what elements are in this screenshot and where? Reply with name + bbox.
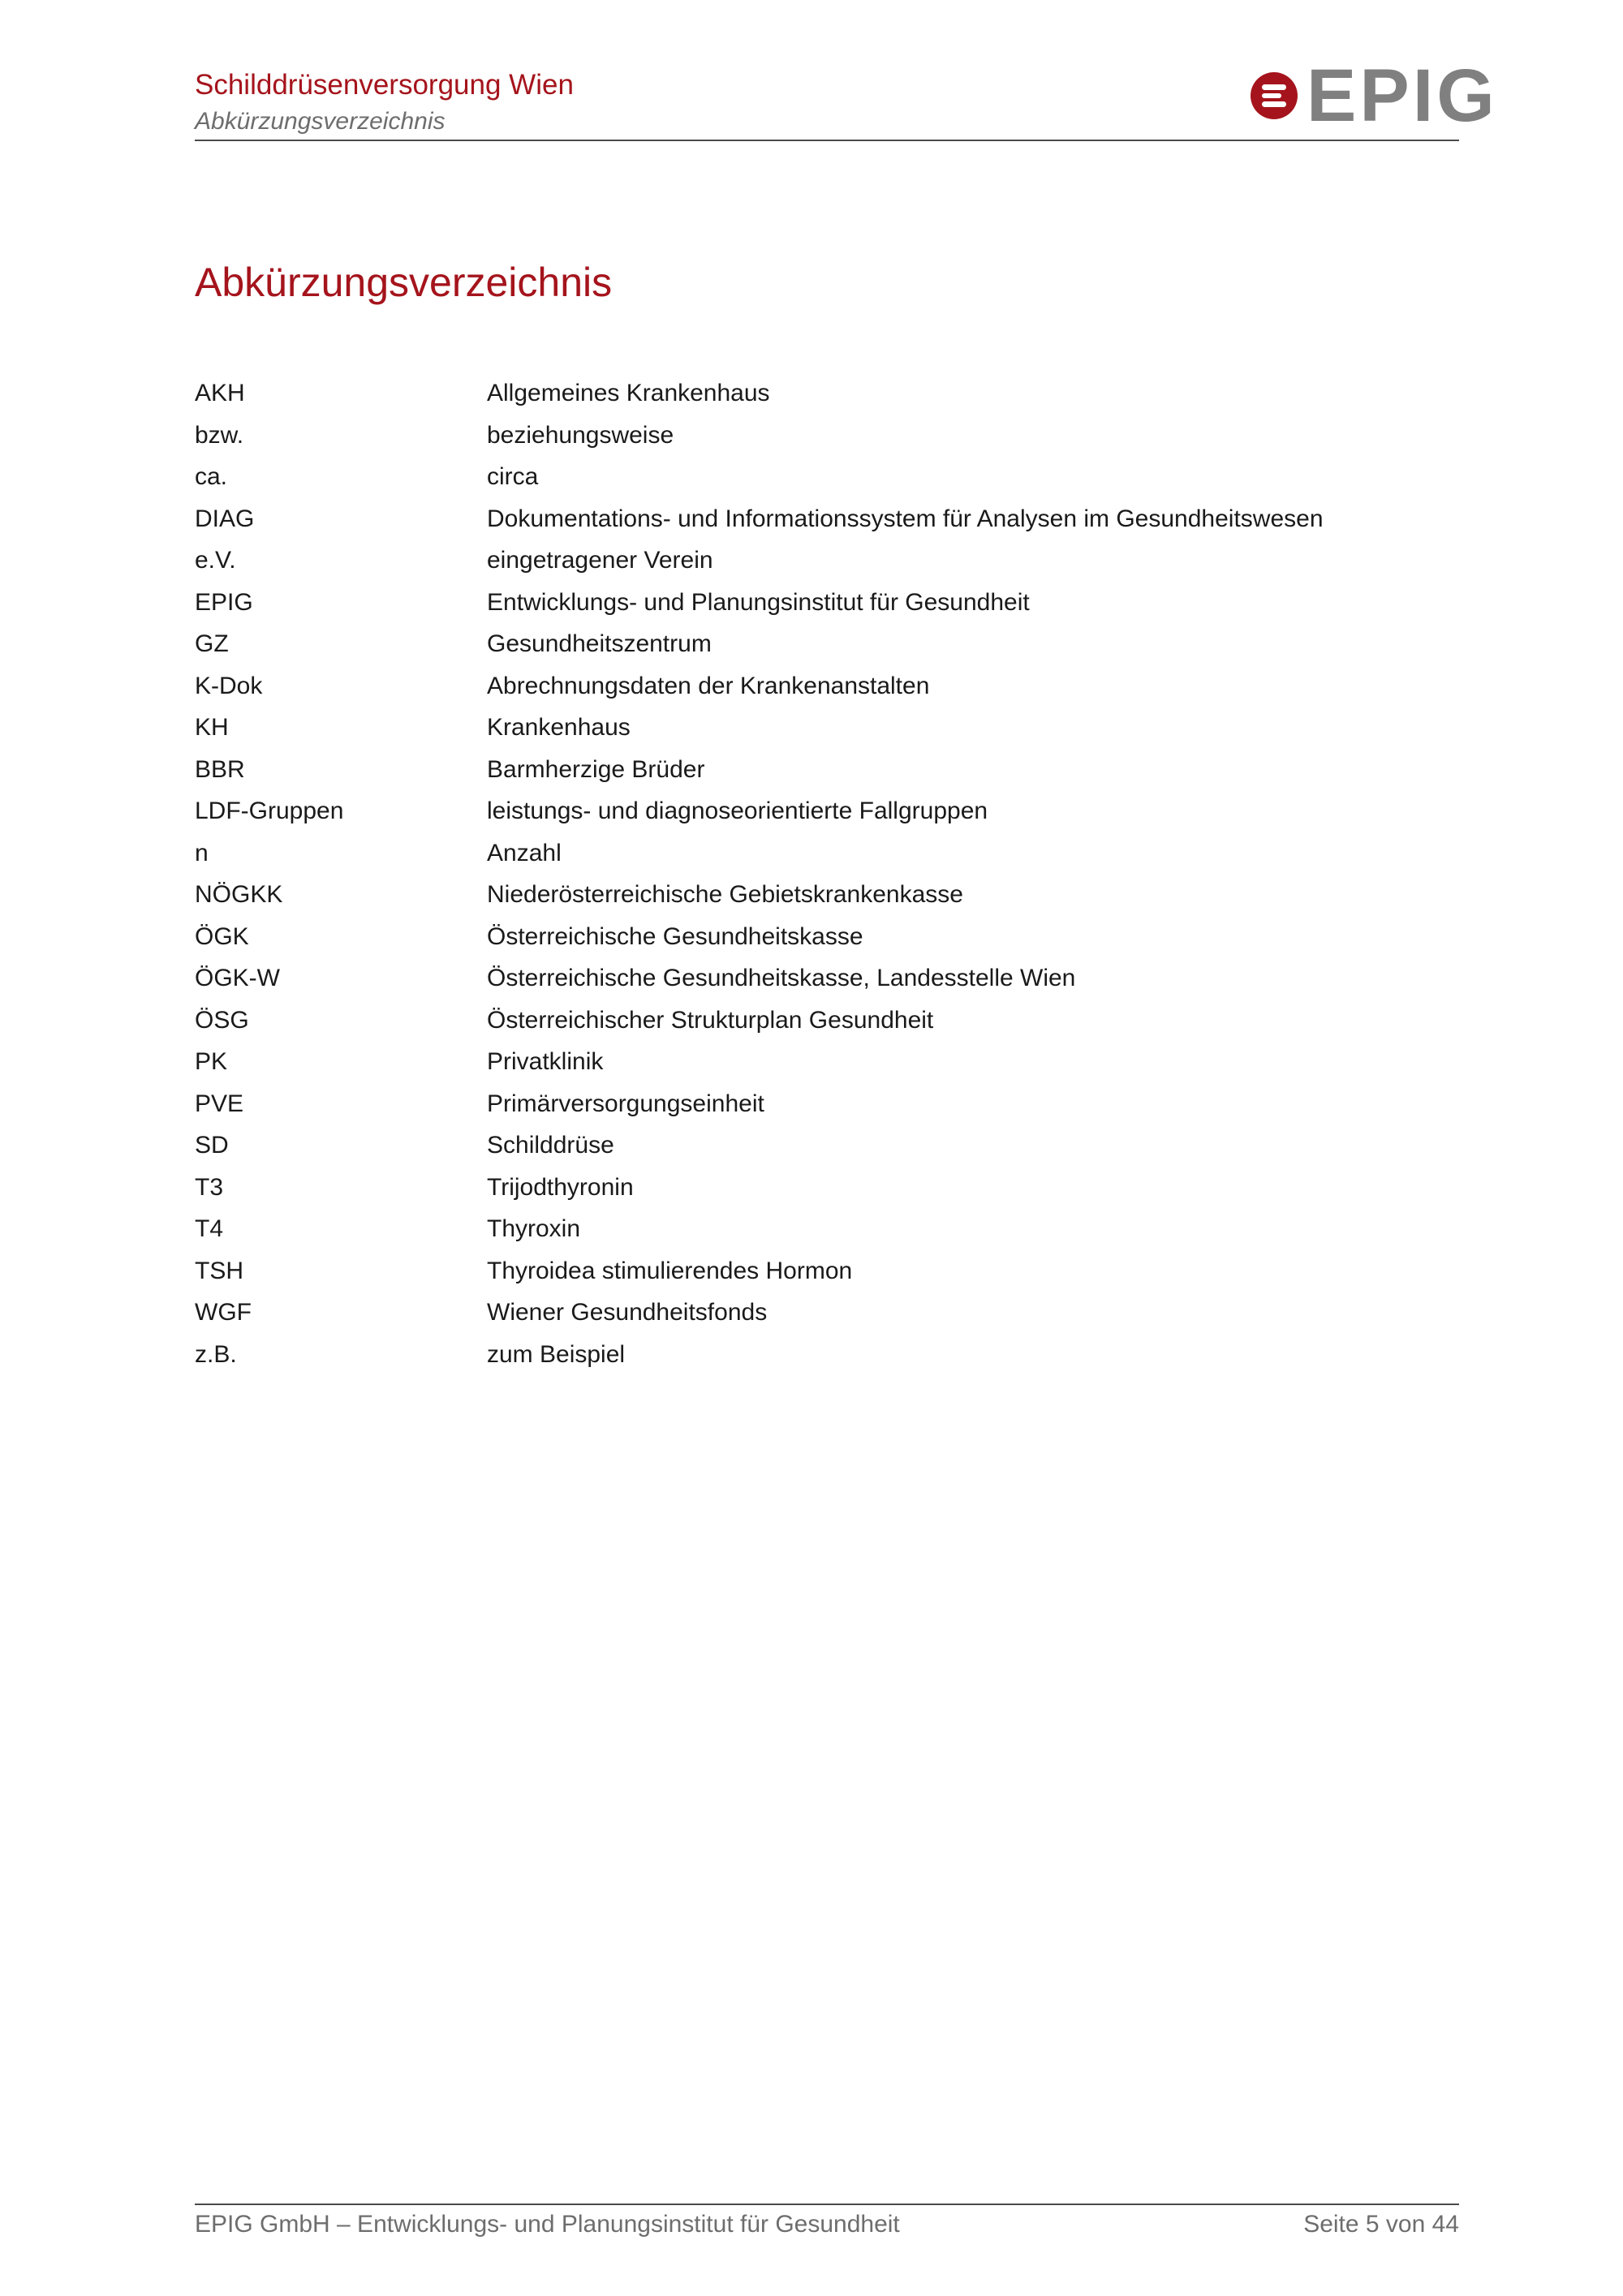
abbreviation-row — [195, 456, 1459, 498]
abbreviation-row — [195, 372, 1459, 415]
abbreviation-row — [195, 1208, 1459, 1250]
abbreviation-definition: Dokumentations- und Informationssystem für Analysen im Gesundheitswesen — [487, 505, 1324, 532]
abbreviation-definition: eingetragener Verein — [487, 547, 713, 574]
header-divider — [195, 140, 1459, 141]
abbreviation-row — [195, 1250, 1459, 1292]
abbreviation-row — [195, 707, 1459, 749]
section-heading: Abkürzungsverzeichnis — [195, 260, 613, 305]
abbreviation-term: LDF-Gruppen — [195, 798, 344, 824]
abbreviation-row — [195, 749, 1459, 791]
abbreviation-row — [195, 957, 1459, 1000]
abbreviation-term: SD — [195, 1132, 229, 1159]
abbreviation-definition: Thyroidea stimulierendes Hormon — [487, 1257, 853, 1284]
abbreviation-definition: Barmherzige Brüder — [487, 755, 705, 783]
abbreviation-list — [195, 372, 1459, 1375]
abbreviation-definition: circa — [487, 463, 539, 490]
abbreviation-definition: Privatklinik — [487, 1048, 604, 1075]
abbreviation-term: BBR — [195, 755, 245, 783]
abbreviation-row — [195, 1041, 1459, 1083]
abbreviation-definition: Österreichische Gesundheitskasse — [487, 922, 863, 950]
abbreviation-row — [195, 1292, 1459, 1334]
abbreviation-term: T3 — [195, 1173, 224, 1201]
footer-divider — [195, 2204, 1459, 2205]
epig-logo-icon — [1250, 71, 1298, 120]
abbreviation-row — [195, 1083, 1459, 1125]
abbreviation-definition: Abrechnungsdaten der Krankenanstalten — [487, 672, 930, 699]
abbreviation-definition: Anzahl — [487, 839, 562, 866]
abbreviation-definition: beziehungsweise — [487, 421, 674, 449]
abbreviation-row — [195, 1000, 1459, 1042]
logo-text: EPIG — [1307, 54, 1498, 137]
abbreviation-definition: Primärversorgungseinheit — [487, 1090, 764, 1117]
abbreviation-row — [195, 1124, 1459, 1167]
abbreviation-term: K-Dok — [195, 672, 263, 699]
abbreviation-row — [195, 498, 1459, 540]
abbreviation-definition: Thyroxin — [487, 1215, 581, 1242]
abbreviation-term: GZ — [195, 630, 229, 657]
footer-organization: EPIG GmbH – Entwicklungs- und Planungsinstitut für Gesundheit — [195, 2211, 900, 2238]
abbreviation-row — [195, 1167, 1459, 1209]
abbreviation-row — [195, 916, 1459, 958]
abbreviation-term: ca. — [195, 463, 228, 490]
abbreviation-term: NÖGKK — [195, 881, 283, 908]
abbreviation-term: z.B. — [195, 1340, 237, 1368]
abbreviation-definition: Trijodthyronin — [487, 1173, 634, 1201]
abbreviation-term: PK — [195, 1048, 228, 1075]
abbreviation-row — [195, 665, 1459, 707]
abbreviation-term: bzw. — [195, 421, 244, 449]
abbreviation-term: ÖSG — [195, 1006, 249, 1034]
abbreviation-term: WGF — [195, 1299, 252, 1326]
abbreviation-definition: Gesundheitszentrum — [487, 630, 712, 657]
page-number: Seite 5 von 44 — [1303, 2211, 1459, 2238]
abbreviation-definition: Schilddrüse — [487, 1132, 614, 1159]
abbreviation-row — [195, 1334, 1459, 1376]
abbreviation-definition: zum Beispiel — [487, 1340, 626, 1368]
abbreviation-term: KH — [195, 714, 229, 741]
abbreviation-definition: Österreichische Gesundheitskasse, Landesstelle Wien — [487, 965, 1076, 991]
abbreviation-row — [195, 790, 1459, 832]
abbreviation-term: e.V. — [195, 547, 236, 574]
abbreviation-definition: Niederösterreichische Gebietskrankenkasse — [487, 881, 963, 908]
abbreviation-definition: Österreichischer Strukturplan Gesundheit — [487, 1006, 934, 1034]
abbreviation-term: EPIG — [195, 588, 253, 616]
abbreviation-term: T4 — [195, 1215, 224, 1242]
abbreviation-term: ÖGK — [195, 922, 249, 950]
abbreviation-term: TSH — [195, 1257, 243, 1284]
abbreviation-row — [195, 623, 1459, 665]
abbreviation-term: PVE — [195, 1090, 244, 1117]
abbreviation-row — [195, 832, 1459, 875]
abbreviation-term: AKH — [195, 380, 245, 406]
abbreviation-term: ÖGK-W — [195, 965, 280, 991]
abbreviation-definition: Krankenhaus — [487, 714, 631, 741]
abbreviation-definition: leistungs- und diagnoseorientierte Fallgruppen — [487, 798, 988, 824]
abbreviation-term: n — [195, 839, 209, 866]
epig-logo — [1250, 54, 1498, 138]
abbreviation-row — [195, 415, 1459, 457]
abbreviation-row — [195, 582, 1459, 624]
abbreviation-term: DIAG — [195, 505, 255, 532]
header-subtitle: Abkürzungsverzeichnis — [195, 108, 446, 135]
abbreviation-definition: Wiener Gesundheitsfonds — [487, 1299, 768, 1326]
abbreviation-definition: Allgemeines Krankenhaus — [487, 380, 770, 406]
header-title: Schilddrüsenversorgung Wien — [195, 69, 574, 101]
abbreviation-definition: Entwicklungs- und Planungsinstitut für Gesundheit — [487, 588, 1030, 616]
abbreviation-row — [195, 874, 1459, 916]
abbreviation-row — [195, 540, 1459, 582]
